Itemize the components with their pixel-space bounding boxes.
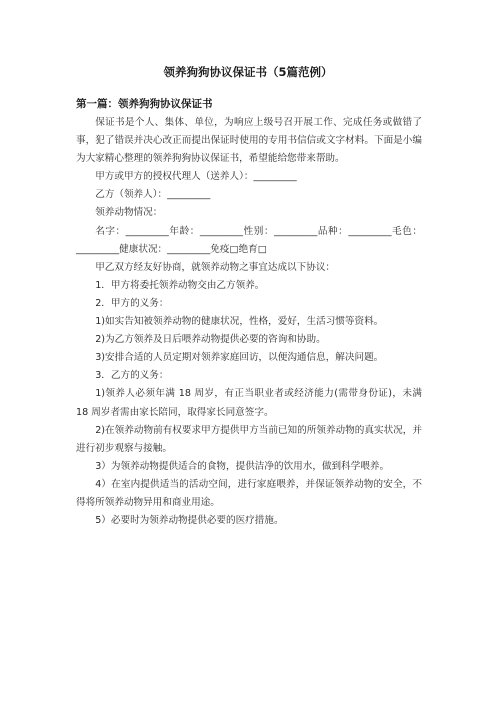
clause-2-item-2: 2)为乙方领养及日后喂养动物提供必要的咨询和协助。 [95,334,326,346]
clause-3-item-2: 2)在领养动物前有权要求甲方提供甲方当前已知的所领养动物的真实状况，并进行初步观察与接触。 [76,424,422,454]
paragraph-party-b: 乙方（领养人）：_________ [95,189,211,201]
clause-2-heading: 2．甲方的义务： [95,297,169,309]
paragraph-intro: 保证书是个人、集体、单位，为响应上级号召开展工作、完成任务或做错了事，犯了错误并决心改正而提出保证时使用的专用书信信或文字材料。下面是小编为大家精心整理的领养狗狗协议保证书，希望能给您带来帮助。 [76,117,422,165]
section-heading: 第一篇：领养狗狗协议保证书 [76,98,213,110]
paragraph-animal-fields: 名字：_________年龄：_________性别：_________品种：_________毛色：_________健康状况：_________免疫□绝育□ [76,225,422,255]
clause-2-item-1: 1)如实告知被领养动物的健康状况，性格，爱好，生活习惯等资料。 [95,316,384,328]
paragraph-party-a: 甲方或甲方的授权代理人（送养人）：_________ [95,171,297,183]
clause-3-item-5: 5）必要时为领养动物提供必要的医疗措施。 [95,515,284,527]
clause-3-item-1: 1)领养人必须年满 18 周岁，有正当职业者或经济能力(需带身份证)，未满 18 周岁者需由家长陪同，取得家长同意签字。 [76,388,422,418]
clause-3-heading: 3．乙方的义务： [95,370,169,382]
paragraph-agreement-intro: 甲乙双方经友好协商，就领养动物之事宜达成以下协议： [95,261,336,273]
clause-2-item-3: 3)安排合适的人员定期对领养家庭回访，以便沟通信息，解决问题。 [95,352,384,364]
clause-3-item-4: 4）在室内提供适当的活动空间，进行家庭喂养，并保证领养动物的安全，不得将所领养动物异用和商业用途。 [76,478,422,508]
clause-1: 1．甲方将委托领养动物交由乙方领养。 [95,279,265,291]
document-body [76,114,422,530]
clause-3-item-3: 3）为领养动物提供适合的食物，提供洁净的饮用水，做到科学喂养。 [95,460,390,472]
document-title: 领养狗狗协议保证书（5篇范例） [163,65,333,79]
paragraph-animal-info-label: 领养动物情况： [95,207,163,219]
